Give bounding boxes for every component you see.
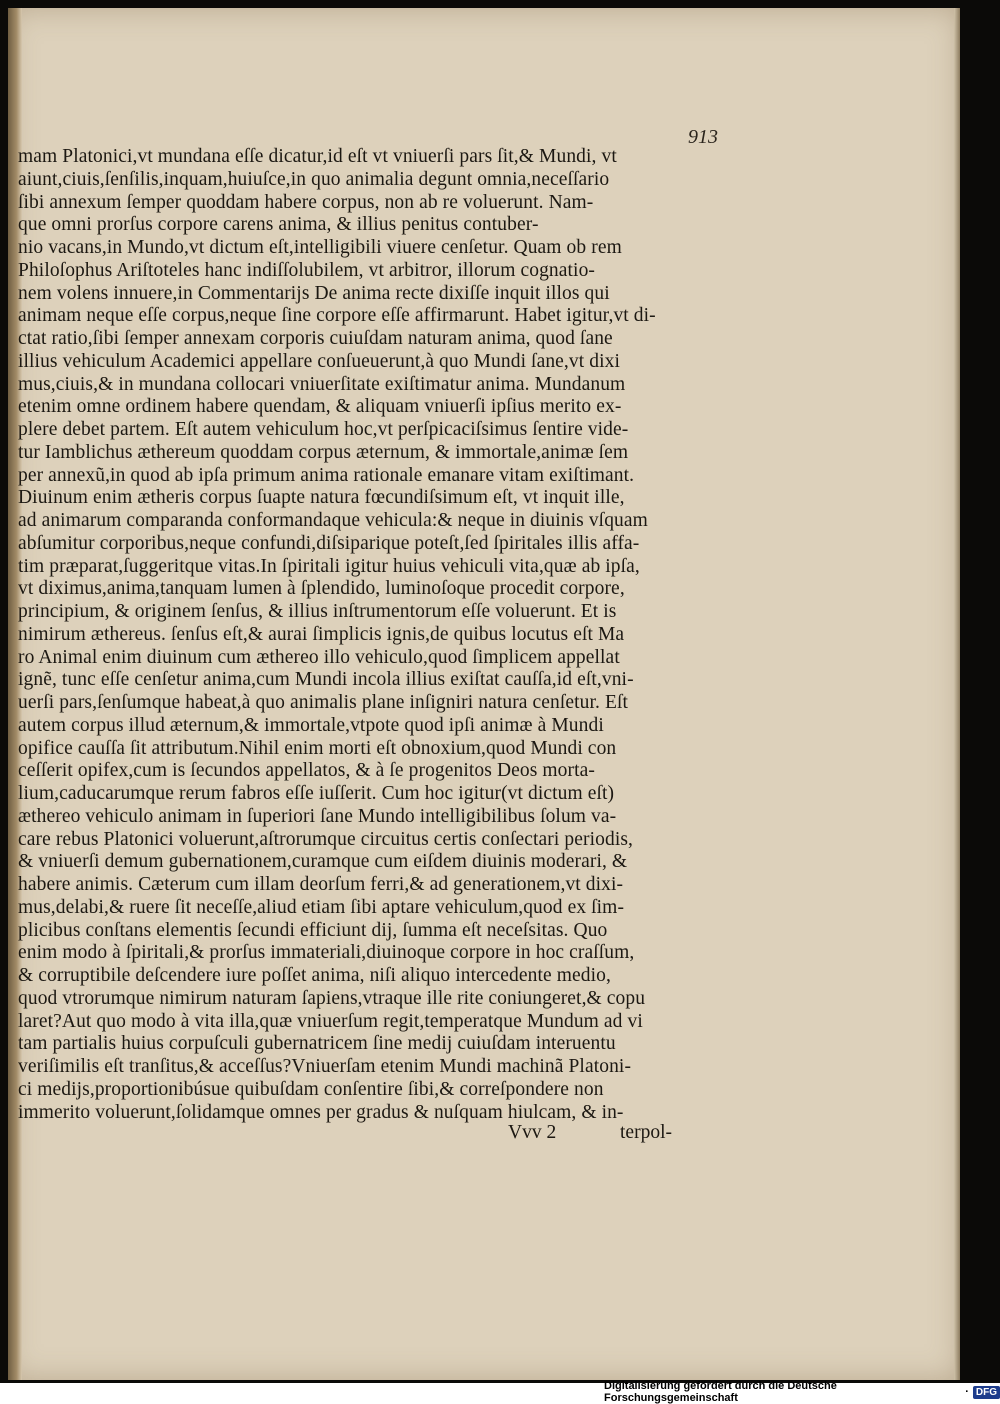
text-line: que omni prorſus corpore carens anima, & illius penitus contuber- — [18, 214, 539, 236]
text-line: nio vacans,in Mundo,vt dictum eſt,intelligibili viuere cenſetur. Quam ob rem — [18, 237, 622, 258]
text-line: tim præparat,ſuggeritque vitas.In ſpiritali igitur huius vehiculi vita,quæ ab ipſa, — [18, 555, 640, 577]
text-line: per annexũ,in quod ab ipſa primum anima rationale emanare vitam exiſtimant. — [18, 464, 635, 486]
text-line: abſumitur corporibus,neque confundi,diſsiparique poteſt,ſed ſpiritales illis affa- — [18, 532, 640, 554]
signature-mark: Vvv 2 — [508, 1122, 557, 1143]
text-line: mus,ciuis,& in mundana collocari vniuerſitate exiſtimatur anima. Mundanum — [18, 373, 626, 395]
text-line: nem volens innuere,in Commentarijs De anima recte dixiſſe inquit illos qui — [18, 282, 610, 304]
text-line: autem corpus illud æternum,& immortale,vtpote quod ipſi animæ à Mundi — [18, 714, 604, 736]
text-line: ad animarum comparanda conformandaque vehicula:& neque in diuinis vſquam — [18, 510, 648, 531]
footer-credit: Digitalisierung gefördert durch die Deutsche Forschungsgemeinschaft — [604, 1380, 837, 1404]
text-line: etenim omne ordinem habere quendam, & aliquam vniuerſi ipſius merito ex- — [18, 396, 622, 418]
text-line: mam Platonici,vt mundana eſſe dicatur,id eſt vt vniuerſi pars ſit,& Mundi, vt — [18, 146, 617, 167]
text-line: tur Iamblichus æthereum quoddam corpus æternum, & immortale,animæ ſem — [18, 441, 629, 463]
text-line: mus,delabi,& ruere ſit neceſſe,aliud etiam ſibi aptare vehiculum,quod ex ſim- — [18, 896, 625, 918]
text-line: aiunt,ciuis,ſenſilis,inquam,huiuſce,in quo animalia degunt omnia,neceſſario — [18, 168, 610, 190]
text-line: ro Animal enim diuinum cum æthereo illo vehiculo,quod ſimplicem appellat — [18, 646, 620, 668]
text-line: plicibus conſtans elementis ſecundi efficiunt dij, ſumma eſt neceſsitas. Quo — [18, 919, 608, 941]
text-line: tam partialis huius corpuſculi gubernatricem ſine medij cuiuſdam interuentu — [18, 1033, 616, 1055]
text-line: lium,caducarumque rerum fabros eſſe iuſſerit. Cum hoc igitur(vt dictum eſt) — [18, 783, 615, 804]
text-line: ſibi annexum ſemper quoddam habere corpus, non ab re voluerunt. Nam- — [18, 191, 594, 213]
text-line: care rebus Platonici voluerunt,aſtrorumque circuitus certis conſectari periodis, — [18, 828, 633, 850]
text-line: & corruptibile deſcendere iure poſſet anima, niſi aliquo intercedente medio, — [18, 965, 611, 986]
text-line: illius vehiculum Academici appellare conſueuerunt,à quo Mundi ſane,vt dixi — [18, 350, 620, 372]
text-line: ctat ratio,ſibi ſemper annexam corporis cuiuſdam naturam anima, quod ſane — [18, 328, 613, 349]
text-line: Philoſophus Ariſtoteles hanc indiſſolubilem, vt arbitror, illorum cognatio- — [18, 259, 596, 281]
text-line: Diuinum enim ætheris corpus ſuapte natura fœcundiſsimum eſt, vt inquit ille, — [18, 487, 625, 509]
text-line: æthereo vehiculo animam in ſuperiori ſane Mundo intelligibilibus ſolum va- — [18, 805, 617, 827]
dfg-logo: DFG — [973, 1386, 1000, 1399]
text-line: animam neque eſſe corpus,neque ſine corpore eſſe affirmarunt. Habet igitur,vt di- — [18, 305, 656, 327]
text-line: laret?Aut quo modo à vita illa,quæ vniuerſum regit,temperatque Mundum ad vi — [18, 1010, 643, 1032]
text-line: ignẽ, tunc eſſe cenſetur anima,cum Mundi incola illius exiſtat cauſſa,id eſt,vni- — [18, 669, 634, 691]
text-line: principium, & originem ſenſus, & illius inſtrumentorum eſſe voluerunt. Et is — [18, 601, 617, 622]
text-line: quod vtrorumque nimirum naturam ſapiens,vtraque ille rite coniungeret,& copu — [18, 987, 646, 1009]
footer-separator: · — [965, 1386, 969, 1398]
text-line: habere animis. Cæterum cum illam deorſum ferri,& ad generationem,vt dixi- — [18, 874, 624, 895]
body-text — [18, 146, 696, 1124]
text-line: immerito voluerunt,ſolidamque omnes per gradus & nuſquam hiulcam, & in- — [18, 1101, 624, 1123]
text-line: ceſſerit opifex,cum is ſecundos appellatos, & à ſe progenitos Deos morta- — [18, 760, 595, 782]
text-line: uerſi pars,ſenſumque habeat,à quo animalis plane inſigniri natura cenſetur. Eſt — [18, 692, 629, 713]
page-number: 913 — [688, 126, 718, 148]
text-line: ci medijs,proportionibúsue quibuſdam conſentire ſibi,& correſpondere non — [18, 1078, 604, 1100]
text-line: opifice cauſſa ſit attributum.Nihil enim morti eſt obnoxium,quod Mundi con — [18, 737, 617, 759]
catchword: terpol- — [620, 1122, 672, 1143]
text-line: nimirum æthereus. ſenſus eſt,& aurai ſimplicis ignis,de quibus locutus eſt Ma — [18, 623, 625, 645]
text-line: & vniuerſi demum gubernationem,curamque cum eiſdem diuinis moderari, & — [18, 851, 628, 873]
text-line: vt diximus,anima,tanquam lumen à ſplendido, luminoſoque procedit corpore, — [18, 578, 625, 600]
digitization-footer — [604, 1380, 1000, 1404]
text-line: enim modo à ſpiritali,& prorſus immateriali,diuinoque corpore in hoc craſſum, — [18, 942, 635, 964]
text-line: veriſimilis eſt tranſitus,& acceſſus?Vniuerſam etenim Mundi machinã Platoni- — [18, 1056, 632, 1077]
text-line: plere debet partem. Eſt autem vehiculum hoc,vt perſpicaciſsimus ſentire vide- — [18, 419, 629, 440]
page-edge — [954, 8, 960, 1380]
